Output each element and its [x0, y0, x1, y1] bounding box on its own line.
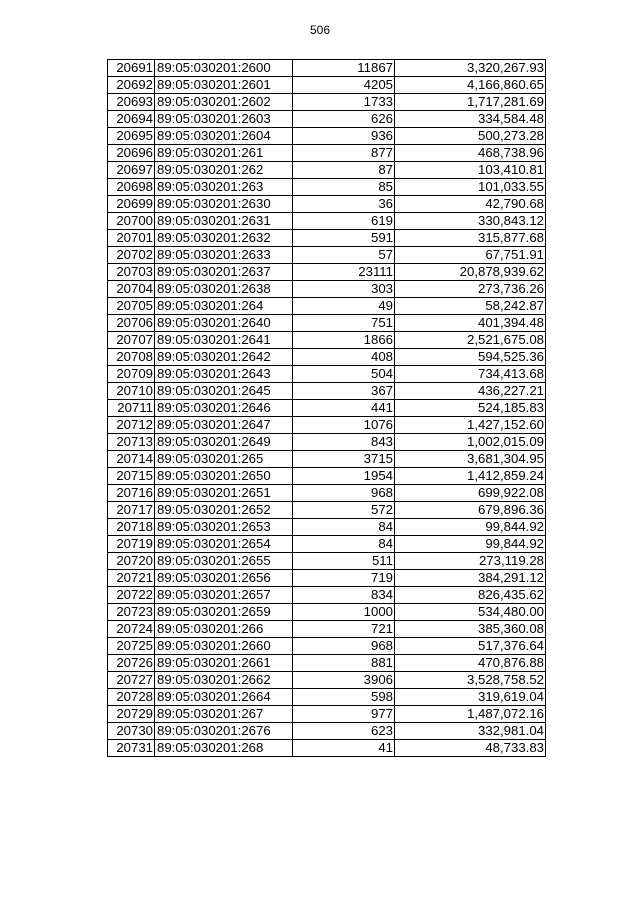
- row-number-cell: 20710: [108, 383, 155, 400]
- row-number-cell: 20706: [108, 315, 155, 332]
- table-row: [108, 621, 546, 638]
- cadastral-number-cell: 89:05:030201:2659: [155, 604, 293, 621]
- table-row: [108, 689, 546, 706]
- quantity-cell: 1076: [293, 417, 395, 434]
- row-number-cell: 20717: [108, 502, 155, 519]
- quantity-cell: 3715: [293, 451, 395, 468]
- amount-cell: 384,291.12: [395, 570, 546, 587]
- row-number-cell: 20696: [108, 145, 155, 162]
- quantity-cell: 968: [293, 638, 395, 655]
- row-number-cell: 20714: [108, 451, 155, 468]
- amount-cell: 699,922.08: [395, 485, 546, 502]
- amount-cell: 401,394.48: [395, 315, 546, 332]
- quantity-cell: 719: [293, 570, 395, 587]
- cadastral-number-cell: 89:05:030201:2661: [155, 655, 293, 672]
- table-row: [108, 145, 546, 162]
- table-row: [108, 332, 546, 349]
- row-number-cell: 20703: [108, 264, 155, 281]
- table-row: [108, 723, 546, 740]
- quantity-cell: 11867: [293, 60, 395, 77]
- quantity-cell: 619: [293, 213, 395, 230]
- table-row: [108, 638, 546, 655]
- quantity-cell: 1866: [293, 332, 395, 349]
- cadastral-number-cell: 89:05:030201:2649: [155, 434, 293, 451]
- table-row: [108, 570, 546, 587]
- cadastral-number-cell: 89:05:030201:2600: [155, 60, 293, 77]
- row-number-cell: 20698: [108, 179, 155, 196]
- cadastral-number-cell: 89:05:030201:2654: [155, 536, 293, 553]
- quantity-cell: 598: [293, 689, 395, 706]
- amount-cell: 42,790.68: [395, 196, 546, 213]
- row-number-cell: 20709: [108, 366, 155, 383]
- row-number-cell: 20694: [108, 111, 155, 128]
- row-number-cell: 20702: [108, 247, 155, 264]
- row-number-cell: 20691: [108, 60, 155, 77]
- amount-cell: 99,844.92: [395, 536, 546, 553]
- cadastral-number-cell: 89:05:030201:2641: [155, 332, 293, 349]
- amount-cell: 517,376.64: [395, 638, 546, 655]
- table-row: [108, 706, 546, 723]
- cadastral-number-cell: 89:05:030201:261: [155, 145, 293, 162]
- quantity-cell: 87: [293, 162, 395, 179]
- row-number-cell: 20695: [108, 128, 155, 145]
- table-row: [108, 298, 546, 315]
- amount-cell: 1,427,152.60: [395, 417, 546, 434]
- quantity-cell: 49: [293, 298, 395, 315]
- cadastral-number-cell: 89:05:030201:2604: [155, 128, 293, 145]
- table-row: [108, 417, 546, 434]
- row-number-cell: 20715: [108, 468, 155, 485]
- row-number-cell: 20708: [108, 349, 155, 366]
- table-row: [108, 111, 546, 128]
- row-number-cell: 20726: [108, 655, 155, 672]
- amount-cell: 48,733.83: [395, 740, 546, 757]
- quantity-cell: 877: [293, 145, 395, 162]
- data-table: [107, 59, 546, 757]
- quantity-cell: 57: [293, 247, 395, 264]
- cadastral-number-cell: 89:05:030201:2601: [155, 77, 293, 94]
- amount-cell: 4,166,860.65: [395, 77, 546, 94]
- quantity-cell: 4205: [293, 77, 395, 94]
- quantity-cell: 1000: [293, 604, 395, 621]
- quantity-cell: 834: [293, 587, 395, 604]
- cadastral-number-cell: 89:05:030201:2602: [155, 94, 293, 111]
- quantity-cell: 843: [293, 434, 395, 451]
- row-number-cell: 20711: [108, 400, 155, 417]
- table-row: [108, 264, 546, 281]
- table-row: [108, 672, 546, 689]
- quantity-cell: 626: [293, 111, 395, 128]
- quantity-cell: 721: [293, 621, 395, 638]
- cadastral-number-cell: 89:05:030201:2643: [155, 366, 293, 383]
- quantity-cell: 41: [293, 740, 395, 757]
- cadastral-number-cell: 89:05:030201:263: [155, 179, 293, 196]
- quantity-cell: 85: [293, 179, 395, 196]
- row-number-cell: 20727: [108, 672, 155, 689]
- cadastral-number-cell: 89:05:030201:268: [155, 740, 293, 757]
- table-row: [108, 587, 546, 604]
- cadastral-number-cell: 89:05:030201:2664: [155, 689, 293, 706]
- table-row: [108, 502, 546, 519]
- table-row: [108, 281, 546, 298]
- row-number-cell: 20699: [108, 196, 155, 213]
- quantity-cell: 36: [293, 196, 395, 213]
- table-row: [108, 655, 546, 672]
- cadastral-number-cell: 89:05:030201:2650: [155, 468, 293, 485]
- quantity-cell: 84: [293, 536, 395, 553]
- quantity-cell: 572: [293, 502, 395, 519]
- cadastral-number-cell: 89:05:030201:2646: [155, 400, 293, 417]
- quantity-cell: 367: [293, 383, 395, 400]
- row-number-cell: 20720: [108, 553, 155, 570]
- amount-cell: 3,320,267.93: [395, 60, 546, 77]
- quantity-cell: 1954: [293, 468, 395, 485]
- table-row: [108, 740, 546, 757]
- cadastral-number-cell: 89:05:030201:2647: [155, 417, 293, 434]
- quantity-cell: 1733: [293, 94, 395, 111]
- row-number-cell: 20704: [108, 281, 155, 298]
- row-number-cell: 20713: [108, 434, 155, 451]
- quantity-cell: 3906: [293, 672, 395, 689]
- cadastral-number-cell: 89:05:030201:266: [155, 621, 293, 638]
- amount-cell: 470,876.88: [395, 655, 546, 672]
- table-row: [108, 94, 546, 111]
- table-row: [108, 60, 546, 77]
- row-number-cell: 20697: [108, 162, 155, 179]
- amount-cell: 500,273.28: [395, 128, 546, 145]
- table-row: [108, 213, 546, 230]
- amount-cell: 2,521,675.08: [395, 332, 546, 349]
- table-row: [108, 162, 546, 179]
- amount-cell: 534,480.00: [395, 604, 546, 621]
- table-row: [108, 604, 546, 621]
- quantity-cell: 408: [293, 349, 395, 366]
- amount-cell: 1,412,859.24: [395, 468, 546, 485]
- table-row: [108, 400, 546, 417]
- row-number-cell: 20730: [108, 723, 155, 740]
- quantity-cell: 511: [293, 553, 395, 570]
- table-row: [108, 230, 546, 247]
- row-number-cell: 20729: [108, 706, 155, 723]
- table-row: [108, 366, 546, 383]
- table-row: [108, 451, 546, 468]
- quantity-cell: 23111: [293, 264, 395, 281]
- cadastral-number-cell: 89:05:030201:2633: [155, 247, 293, 264]
- amount-cell: 330,843.12: [395, 213, 546, 230]
- quantity-cell: 303: [293, 281, 395, 298]
- table-row: [108, 536, 546, 553]
- amount-cell: 273,119.28: [395, 553, 546, 570]
- cadastral-number-cell: 89:05:030201:2656: [155, 570, 293, 587]
- cadastral-number-cell: 89:05:030201:267: [155, 706, 293, 723]
- quantity-cell: 881: [293, 655, 395, 672]
- table-row: [108, 519, 546, 536]
- amount-cell: 524,185.83: [395, 400, 546, 417]
- table-body: [108, 60, 546, 757]
- quantity-cell: 968: [293, 485, 395, 502]
- amount-cell: 103,410.81: [395, 162, 546, 179]
- cadastral-number-cell: 89:05:030201:2632: [155, 230, 293, 247]
- cadastral-number-cell: 89:05:030201:2630: [155, 196, 293, 213]
- cadastral-number-cell: 89:05:030201:2653: [155, 519, 293, 536]
- amount-cell: 334,584.48: [395, 111, 546, 128]
- amount-cell: 101,033.55: [395, 179, 546, 196]
- row-number-cell: 20724: [108, 621, 155, 638]
- amount-cell: 734,413.68: [395, 366, 546, 383]
- amount-cell: 1,717,281.69: [395, 94, 546, 111]
- cadastral-number-cell: 89:05:030201:265: [155, 451, 293, 468]
- amount-cell: 468,738.96: [395, 145, 546, 162]
- table-row: [108, 179, 546, 196]
- cadastral-number-cell: 89:05:030201:2660: [155, 638, 293, 655]
- row-number-cell: 20728: [108, 689, 155, 706]
- amount-cell: 679,896.36: [395, 502, 546, 519]
- row-number-cell: 20725: [108, 638, 155, 655]
- row-number-cell: 20692: [108, 77, 155, 94]
- table-row: [108, 196, 546, 213]
- row-number-cell: 20705: [108, 298, 155, 315]
- quantity-cell: 623: [293, 723, 395, 740]
- amount-cell: 594,525.36: [395, 349, 546, 366]
- table-row: [108, 434, 546, 451]
- amount-cell: 315,877.68: [395, 230, 546, 247]
- amount-cell: 58,242.87: [395, 298, 546, 315]
- quantity-cell: 977: [293, 706, 395, 723]
- amount-cell: 67,751.91: [395, 247, 546, 264]
- amount-cell: 332,981.04: [395, 723, 546, 740]
- amount-cell: 826,435.62: [395, 587, 546, 604]
- cadastral-number-cell: 89:05:030201:2638: [155, 281, 293, 298]
- table-row: [108, 247, 546, 264]
- row-number-cell: 20693: [108, 94, 155, 111]
- quantity-cell: 441: [293, 400, 395, 417]
- quantity-cell: 751: [293, 315, 395, 332]
- amount-cell: 99,844.92: [395, 519, 546, 536]
- row-number-cell: 20722: [108, 587, 155, 604]
- table-row: [108, 553, 546, 570]
- amount-cell: 3,681,304.95: [395, 451, 546, 468]
- cadastral-number-cell: 89:05:030201:264: [155, 298, 293, 315]
- cadastral-number-cell: 89:05:030201:2645: [155, 383, 293, 400]
- table-row: [108, 128, 546, 145]
- quantity-cell: 591: [293, 230, 395, 247]
- row-number-cell: 20701: [108, 230, 155, 247]
- amount-cell: 319,619.04: [395, 689, 546, 706]
- cadastral-number-cell: 89:05:030201:2603: [155, 111, 293, 128]
- cadastral-number-cell: 89:05:030201:2637: [155, 264, 293, 281]
- amount-cell: 436,227.21: [395, 383, 546, 400]
- amount-cell: 1,002,015.09: [395, 434, 546, 451]
- row-number-cell: 20700: [108, 213, 155, 230]
- table-row: [108, 485, 546, 502]
- cadastral-number-cell: 89:05:030201:2631: [155, 213, 293, 230]
- row-number-cell: 20721: [108, 570, 155, 587]
- row-number-cell: 20723: [108, 604, 155, 621]
- table-row: [108, 468, 546, 485]
- table-row: [108, 315, 546, 332]
- row-number-cell: 20707: [108, 332, 155, 349]
- row-number-cell: 20731: [108, 740, 155, 757]
- quantity-cell: 504: [293, 366, 395, 383]
- table-row: [108, 349, 546, 366]
- table-row: [108, 77, 546, 94]
- quantity-cell: 84: [293, 519, 395, 536]
- cadastral-number-cell: 89:05:030201:2640: [155, 315, 293, 332]
- quantity-cell: 936: [293, 128, 395, 145]
- page-number: 506: [309, 23, 331, 37]
- table-row: [108, 383, 546, 400]
- cadastral-number-cell: 89:05:030201:2676: [155, 723, 293, 740]
- amount-cell: 385,360.08: [395, 621, 546, 638]
- cadastral-number-cell: 89:05:030201:2655: [155, 553, 293, 570]
- amount-cell: 3,528,758.52: [395, 672, 546, 689]
- amount-cell: 1,487,072.16: [395, 706, 546, 723]
- row-number-cell: 20718: [108, 519, 155, 536]
- cadastral-number-cell: 89:05:030201:2652: [155, 502, 293, 519]
- cadastral-number-cell: 89:05:030201:262: [155, 162, 293, 179]
- row-number-cell: 20719: [108, 536, 155, 553]
- cadastral-number-cell: 89:05:030201:2642: [155, 349, 293, 366]
- cadastral-number-cell: 89:05:030201:2662: [155, 672, 293, 689]
- amount-cell: 20,878,939.62: [395, 264, 546, 281]
- amount-cell: 273,736.26: [395, 281, 546, 298]
- cadastral-number-cell: 89:05:030201:2657: [155, 587, 293, 604]
- cadastral-number-cell: 89:05:030201:2651: [155, 485, 293, 502]
- row-number-cell: 20712: [108, 417, 155, 434]
- row-number-cell: 20716: [108, 485, 155, 502]
